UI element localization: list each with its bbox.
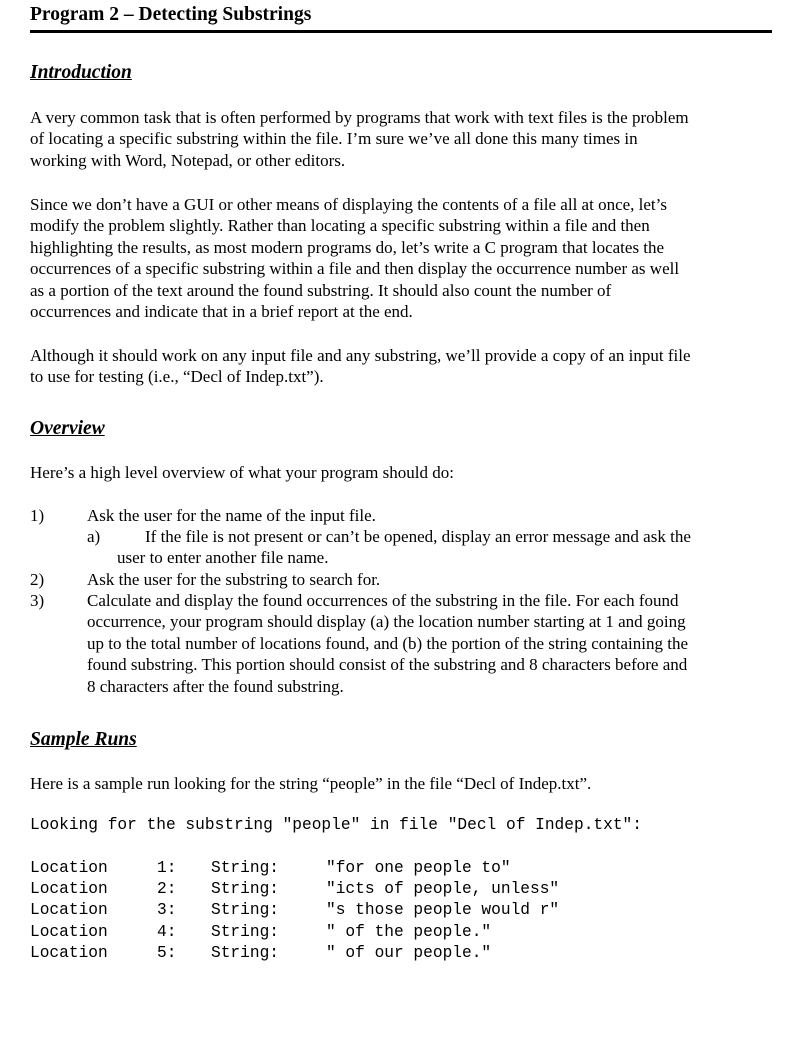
string-label: String: — [211, 859, 279, 877]
text-line: modify the problem slightly. Rather than locating a specific substring within a file and then — [30, 216, 650, 236]
location-label: Location — [30, 923, 108, 941]
text-line: Ask the user for the name of the input file. — [87, 506, 376, 525]
text-line: as a portion of the text around the found substring. It should also count the number of — [30, 280, 612, 300]
string-label: String: — [211, 880, 279, 898]
location-label: Location — [30, 859, 108, 877]
string-value: " of the people." — [326, 923, 492, 941]
list-number: 3) — [30, 591, 45, 610]
sample-output-row — [30, 901, 560, 922]
intro-paragraph-3 — [30, 345, 772, 388]
location-label: Location — [30, 944, 108, 962]
text-line: Although it should work on any input file and any substring, we’ll provide a copy of an input file — [30, 346, 691, 365]
document-page — [30, 0, 772, 962]
location-number: 5: — [157, 944, 177, 962]
text-line: If the file is not present or can’t be opened, display an error message and ask the — [145, 527, 691, 546]
introduction-heading: Introduction — [30, 62, 132, 83]
text-line: Calculate and display the found occurrences of the substring in the file. For each found — [87, 591, 679, 610]
location-number: 3: — [157, 901, 177, 919]
intro-paragraph-2 — [30, 194, 772, 322]
text-line: occurrences and indicate that in a brief report at the end. — [30, 302, 413, 322]
intro-paragraph-1 — [30, 107, 772, 171]
location-number: 1: — [157, 859, 177, 877]
list-number: a) — [87, 527, 101, 546]
text-line: occurrences of a specific substring within a file and then display the occurrence number as well — [30, 259, 680, 279]
sample-runs-heading: Sample Runs — [30, 729, 137, 750]
text-line: to use for testing (i.e., “Decl of Indep.txt”). — [30, 367, 324, 387]
text-line: A very common task that is often performed by programs that work with text files is the problem — [30, 108, 689, 127]
sample-runs-intro: Here is a sample run looking for the string “people” in the file “Decl of Indep.txt”. — [30, 774, 592, 793]
sample-output-header: Looking for the substring "people" in file "Decl of Indep.txt": — [30, 816, 642, 834]
text-line: found substring. This portion should consist of the substring and 8 characters before and — [87, 655, 688, 675]
string-value: "s those people would r" — [326, 901, 560, 919]
sample-output-row — [30, 923, 492, 944]
overview-intro: Here’s a high level overview of what your program should do: — [30, 463, 454, 482]
text-line: up to the total number of locations found, and (b) the portion of the string containing the — [87, 633, 689, 653]
string-label: String: — [211, 923, 279, 941]
page-title: Program 2 – Detecting Substrings — [30, 4, 772, 33]
location-number: 2: — [157, 880, 177, 898]
string-value: " of our people." — [326, 944, 492, 962]
string-value: "icts of people, unless" — [326, 880, 560, 898]
location-number: 4: — [157, 923, 177, 941]
text-line: 8 characters after the found substring. — [87, 676, 344, 696]
location-label: Location — [30, 880, 108, 898]
text-line: working with Word, Notepad, or other editors. — [30, 150, 346, 170]
text-line: of locating a specific substring within the file. I’m sure we’ve all done this many times in — [30, 129, 638, 149]
list-number: 1) — [30, 506, 45, 525]
text-line: user to enter another file name. — [117, 548, 329, 568]
list-number: 2) — [30, 570, 45, 589]
text-line: Since we don’t have a GUI or other means of displaying the contents of a file all at once, let’s — [30, 195, 667, 214]
text-line: Ask the user for the substring to search for. — [87, 570, 381, 589]
text-line: occurrence, your program should display (a) the location number starting at 1 and going — [87, 612, 686, 632]
sample-output-row — [30, 880, 560, 901]
overview-heading: Overview — [30, 418, 105, 439]
sample-output-row — [30, 944, 492, 965]
string-label: String: — [211, 901, 279, 919]
string-value: "for one people to" — [326, 859, 511, 877]
text-line: highlighting the results, as most modern programs do, let’s write a C program that locates the — [30, 237, 665, 257]
string-label: String: — [211, 944, 279, 962]
location-label: Location — [30, 901, 108, 919]
sample-output-row — [30, 859, 511, 880]
